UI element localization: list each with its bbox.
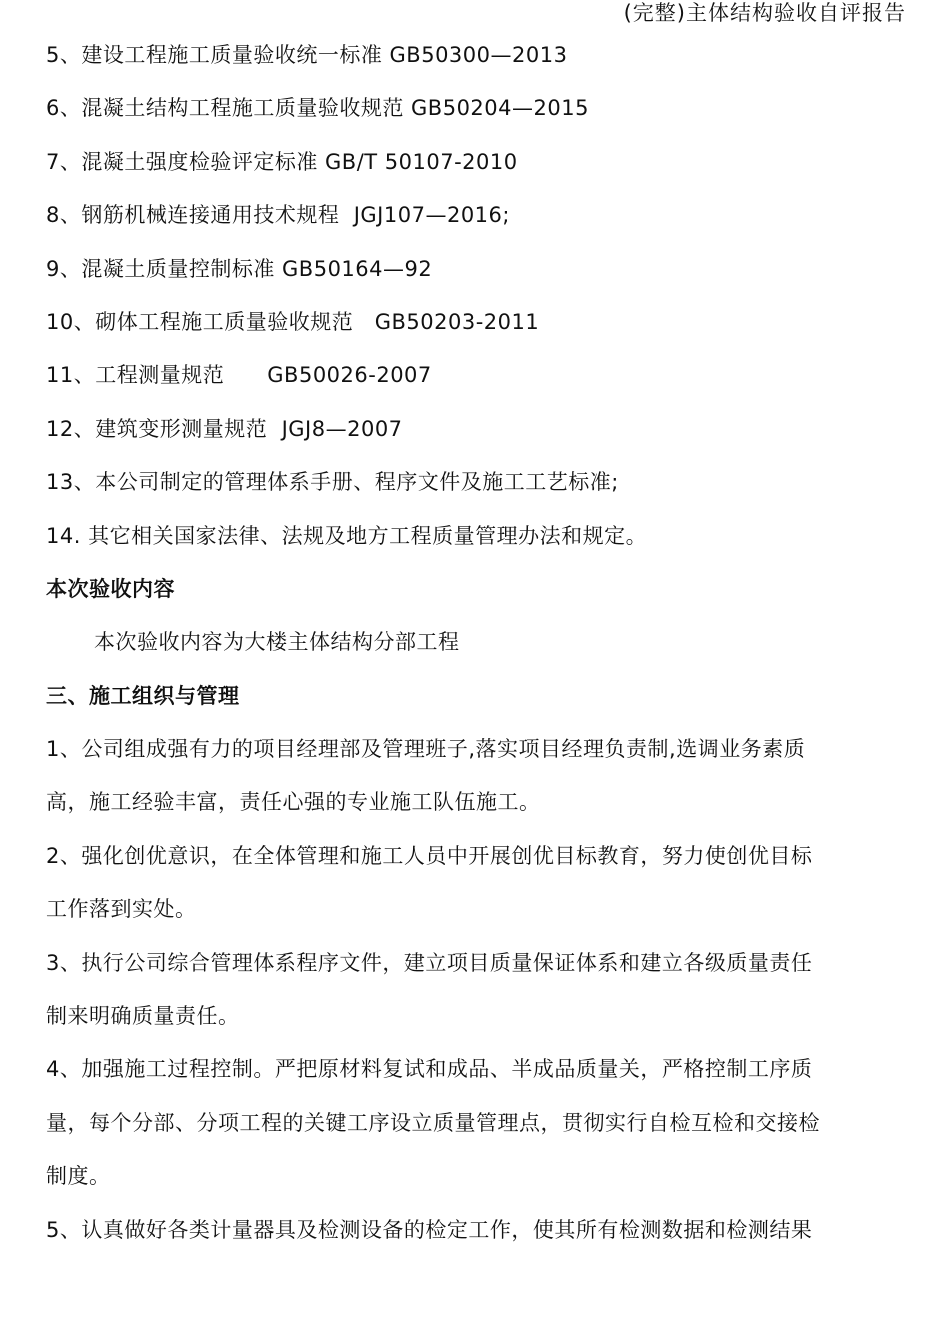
paragraph-line: 3、执行公司综合管理体系程序文件，建立项目质量保证体系和建立各级质量责任 [46, 950, 813, 975]
document-body [46, 42, 910, 1270]
paragraph-line: 高，施工经验丰富，责任心强的专业施工队伍施工。 [46, 790, 541, 815]
paragraph-line: 5、认真做好各类计量器具及检测设备的检定工作，使其所有检测数据和检测结果 [46, 1217, 813, 1242]
organization-item-3 [46, 950, 910, 1029]
standard-item: 14. 其它相关国家法律、法规及地方工程质量管理办法和规定。 [46, 523, 648, 548]
paragraph-line: 1、公司组成强有力的项目经理部及管理班子,落实项目经理负责制,选调业务素质 [46, 737, 806, 762]
standard-item: 12、建筑变形测量规范 JGJ8—2007 [46, 416, 403, 441]
organization-item-4 [46, 1056, 910, 1189]
standard-item: 8、钢筋机械连接通用技术规程 JGJ107—2016; [46, 203, 510, 228]
scope-paragraph: 本次验收内容为大楼主体结构分部工程 [94, 630, 460, 655]
standard-item: 11、工程测量规范 GB50026-2007 [46, 363, 432, 388]
section-heading-organization: 三、施工组织与管理 [46, 683, 240, 708]
standard-item: 7、混凝土强度检验评定标准 GB/T 50107-2010 [46, 149, 518, 174]
paragraph-line: 4、加强施工过程控制。严把原材料复试和成品、半成品质量关，严格控制工序质 [46, 1057, 813, 1082]
organization-item-5 [46, 1217, 910, 1243]
standard-item: 13、本公司制定的管理体系手册、程序文件及施工工艺标准; [46, 470, 619, 495]
standard-item: 9、混凝土质量控制标准 GB50164—92 [46, 256, 433, 281]
section-heading-scope: 本次验收内容 [46, 576, 175, 601]
standard-item: 10、砌体工程施工质量验收规范 GB50203-2011 [46, 309, 540, 334]
paragraph-line: 2、强化创优意识，在全体管理和施工人员中开展创优目标教育，努力使创优目标 [46, 843, 813, 868]
paragraph-line: 制来明确质量责任。 [46, 1004, 240, 1029]
paragraph-line: 制度。 [46, 1164, 111, 1189]
paragraph-line: 量，每个分部、分项工程的关键工序设立质量管理点，贯彻实行自检互检和交接检 [46, 1110, 820, 1135]
standard-item: 5、建设工程施工质量验收统一标准 GB50300—2013 [46, 43, 568, 67]
organization-item-1 [46, 736, 910, 815]
paragraph-line: 工作落到实处。 [46, 897, 197, 922]
standard-item: 6、混凝土结构工程施工质量验收规范 GB50204—2015 [46, 96, 589, 121]
organization-item-2 [46, 843, 910, 922]
page-header-title: (完整)主体结构验收自评报告 [623, 1, 906, 25]
